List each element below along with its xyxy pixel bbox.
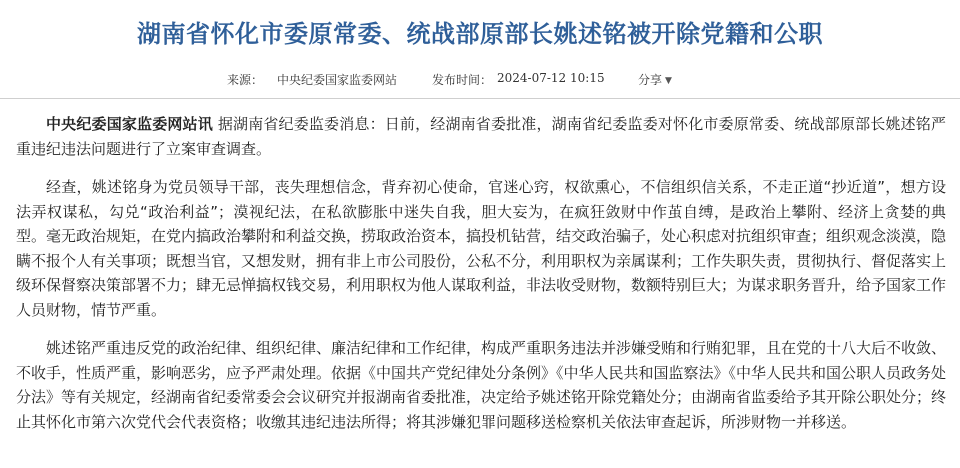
paragraph-3 xyxy=(16,336,946,434)
paragraph-text: 姚述铭严重违反党的政治纪律、组织纪律、廉洁纪律和工作纪律，构成严重职务违法并涉嫌受贿和行贿犯罪，且在党的十八大后不收敛、不收手，性质严重，影响恶劣，应予严肃处理。依据《中国共产党纪律处分条例》《中华人民共和国监察法》《中华人民共和国公职人员政务处分法》等有关规定，经湖南省纪委常委会会议研究并报湖南省委批准，决定给予姚述铭开除党籍处分；由湖南省监委给予其开除公职处分；终止其怀化市第六次党代会代表资格；收缴其违纪违法所得；将其涉嫌犯罪问题移送检察机关依法审查起诉，所涉财物一并移送。 xyxy=(16,339,947,431)
chevron-down-icon: ▼ xyxy=(665,76,672,86)
source-label: 来源： xyxy=(227,73,264,87)
article-title: 湖南省怀化市委原常委、统战部原部长姚述铭被开除党籍和公职 xyxy=(137,19,823,48)
article-meta xyxy=(0,67,960,89)
paragraph-1 xyxy=(16,112,946,161)
share-label: 分享 xyxy=(638,73,663,87)
paragraph-2 xyxy=(16,175,946,322)
article-body xyxy=(16,112,946,448)
paragraph-text: 经查，姚述铭身为党员领导干部，丧失理想信念，背弃初心使命，官迷心窍，权欲熏心，不信组织信关系，不走正道“抄近道”，想方设法弄权谋私，勾兑“政治利益”；漠视纪法，在私欲膨胀中迷失自我，胆大妄为，在疯狂敛财中作茧自缚，是政治上攀附、经济上贪婪的典型。毫无政治规矩，在党内搞政治攀附和利益交换，捞取政治资本，搞投机钻营，结交政治骗子，处心积虑对抗组织审查；组织观念淡漠，隐瞒不报个人有关事项；既想当官，又想发财，拥有非上市公司股份，公私不分，利用职权为亲属谋利；工作失职失责，贯彻执行、督促落实上级环保督察决策部署不力；肆无忌惮搞权钱交易，利用职权为他人谋取利益，非法收受财物，数额特别巨大；为谋求职务晋升，给予国家工作人员财物，情节严重。 xyxy=(16,178,947,319)
publish-time: 2024-07-12 10:15 xyxy=(497,71,605,85)
paragraph-text: 据湖南省纪委监委消息：日前，经湖南省委批准，湖南省纪委监委对怀化市委原常委、统战部原部长姚述铭严重违纪违法问题进行了立案审查调查。 xyxy=(16,115,946,158)
publish-time-label: 发布时间： xyxy=(432,73,493,87)
share-button[interactable] xyxy=(638,71,672,88)
header-divider xyxy=(0,98,960,99)
dateline: 中央纪委国家监委网站讯 xyxy=(46,115,213,133)
source-name: 中央纪委国家监委网站 xyxy=(277,73,398,87)
